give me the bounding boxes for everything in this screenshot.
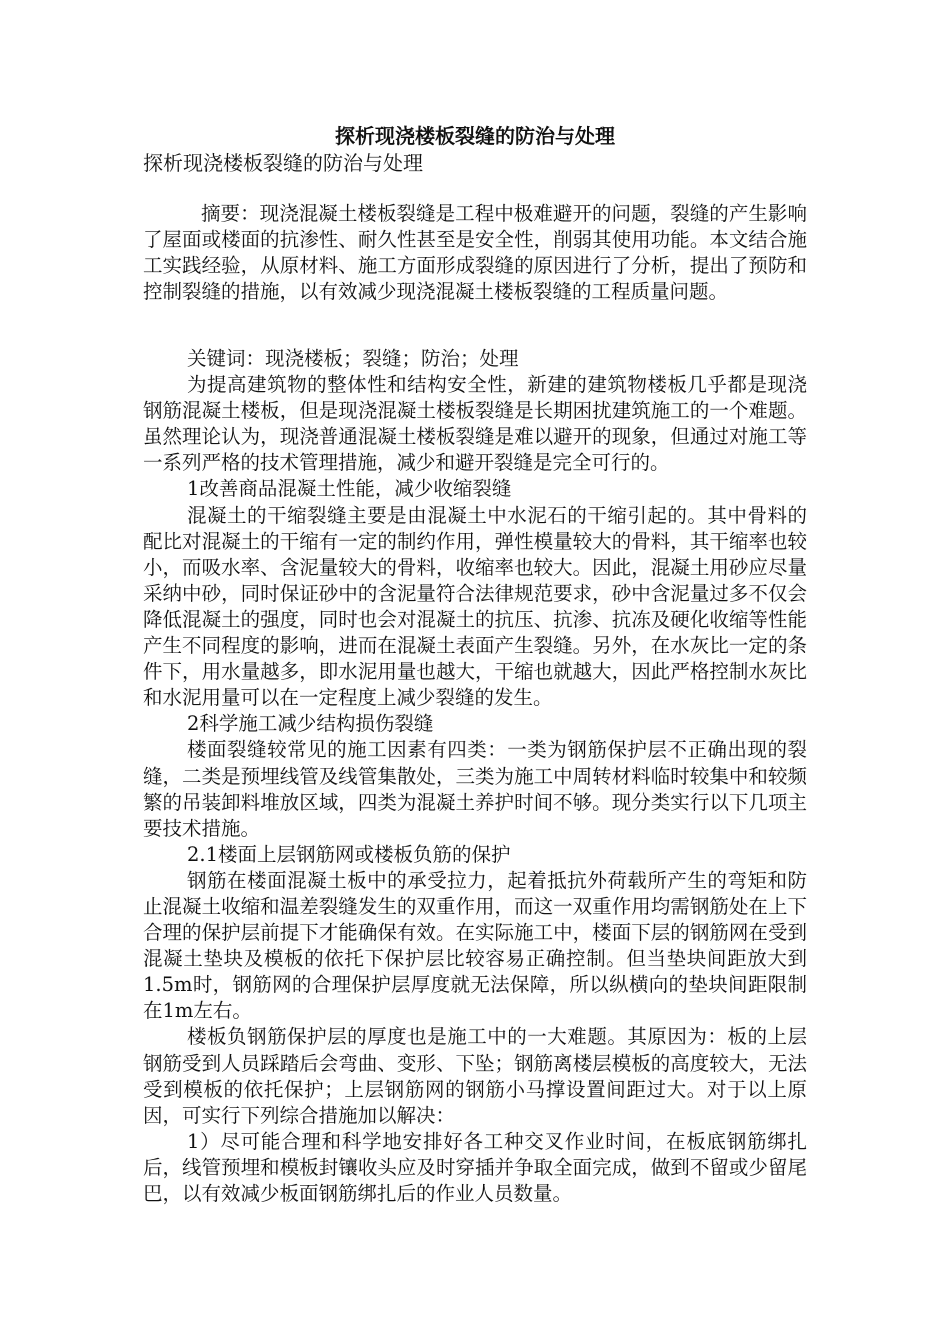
body-paragraph: 楼面裂缝较常见的施工因素有四类：一类为钢筋保护层不正确出现的裂缝，二类是预埋线管及线管集散处，三类为施工中周转材料临时较集中和较频繁的吊装卸料堆放区域，四类为混凝土养护时间不够。现分类实行以下几项主要技术措施。: [143, 738, 807, 840]
body-paragraph: 钢筋在楼面混凝土板中的承受拉力，起着抵抗外荷载所产生的弯矩和防止混凝土收缩和温差裂缝发生的双重作用，而这一双重作用均需钢筋处在上下合理的保护层前提下才能确保有效。在实际施工中，楼面下层的钢筋网在受到混凝土垫块及模板的依托下保护层比较容易正确控制。但当垫块间距放大到1.5m时，钢筋网的合理保护层厚度就无法保障，所以纵横向的垫块间距限制在1m左右。: [143, 868, 807, 1023]
subsection-heading: 2.1楼面上层钢筋网或楼板负筋的保护: [187, 842, 511, 866]
body-paragraph: 为提高建筑物的整体性和结构安全性，新建的建筑物楼板几乎都是现浇钢筋混凝土楼板，但是现浇混凝土楼板裂缝是长期困扰建筑施工的一个难题。虽然理论认为，现浇普通混凝土楼板裂缝是难以避开的现象，但通过对施工等一系列严格的技术管理措施，减少和避开裂缝是完全可行的。: [143, 373, 807, 475]
document-subtitle: 探析现浇楼板裂缝的防治与处理: [143, 151, 423, 175]
body-paragraph: 楼板负钢筋保护层的厚度也是施工中的一大难题。其原因为：板的上层钢筋受到人员踩踏后会弯曲、变形、下坠；钢筋离楼层模板的高度较大，无法受到模板的依托保护；上层钢筋网的钢筋小马撑设置间距过大。对于以上原因，可实行下列综合措施加以解决：: [143, 1025, 807, 1127]
section-heading: 2科学施工减少结构损伤裂缝: [187, 712, 434, 736]
document-body: [143, 346, 807, 1207]
keywords-line: 关键词：现浇楼板；裂缝；防治；处理: [187, 347, 519, 370]
section-heading: 1改善商品混凝土性能，减少收缩裂缝: [187, 477, 512, 501]
document-title: 探析现浇楼板裂缝的防治与处理: [335, 124, 615, 148]
body-paragraph: 混凝土的干缩裂缝主要是由混凝土中水泥石的干缩引起的。其中骨料的配比对混凝土的干缩有一定的制约作用，弹性模量较大的骨料，其干缩率也较小，而吸水率、含泥量较大的骨料，收缩率也较大。因此，混凝土用砂应尽量采纳中砂，同时保证砂中的含泥量符合法律规范要求，砂中含泥量过多不仅会降低混凝土的强度，同时也会对混凝土的抗压、抗渗、抗冻及硬化收缩等性能产生不同程度的影响，进而在混凝土表面产生裂缝。另外，在水灰比一定的条件下，用水量越多，即水泥用量也越大，干缩也就越大，因此严格控制水灰比和水泥用量可以在一定程度上减少裂缝的发生。: [143, 503, 807, 710]
abstract-paragraph: 摘要：现浇混凝土楼板裂缝是工程中极难避开的问题，裂缝的产生影响了屋面或楼面的抗渗性、耐久性甚至是安全性，削弱其使用功能。本文结合施工实践经验，从原材料、施工方面形成裂缝的原因进行了分析，提出了预防和控制裂缝的措施，以有效减少现浇混凝土楼板裂缝的工程质量问题。: [143, 202, 807, 304]
list-item: 1）尽可能合理和科学地安排好各工种交叉作业时间，在板底钢筋绑扎后，线管预埋和模板封镶收头应及时穿插并争取全面完成，做到不留或少留尾巴，以有效减少板面钢筋绑扎后的作业人员数量。: [143, 1129, 807, 1205]
